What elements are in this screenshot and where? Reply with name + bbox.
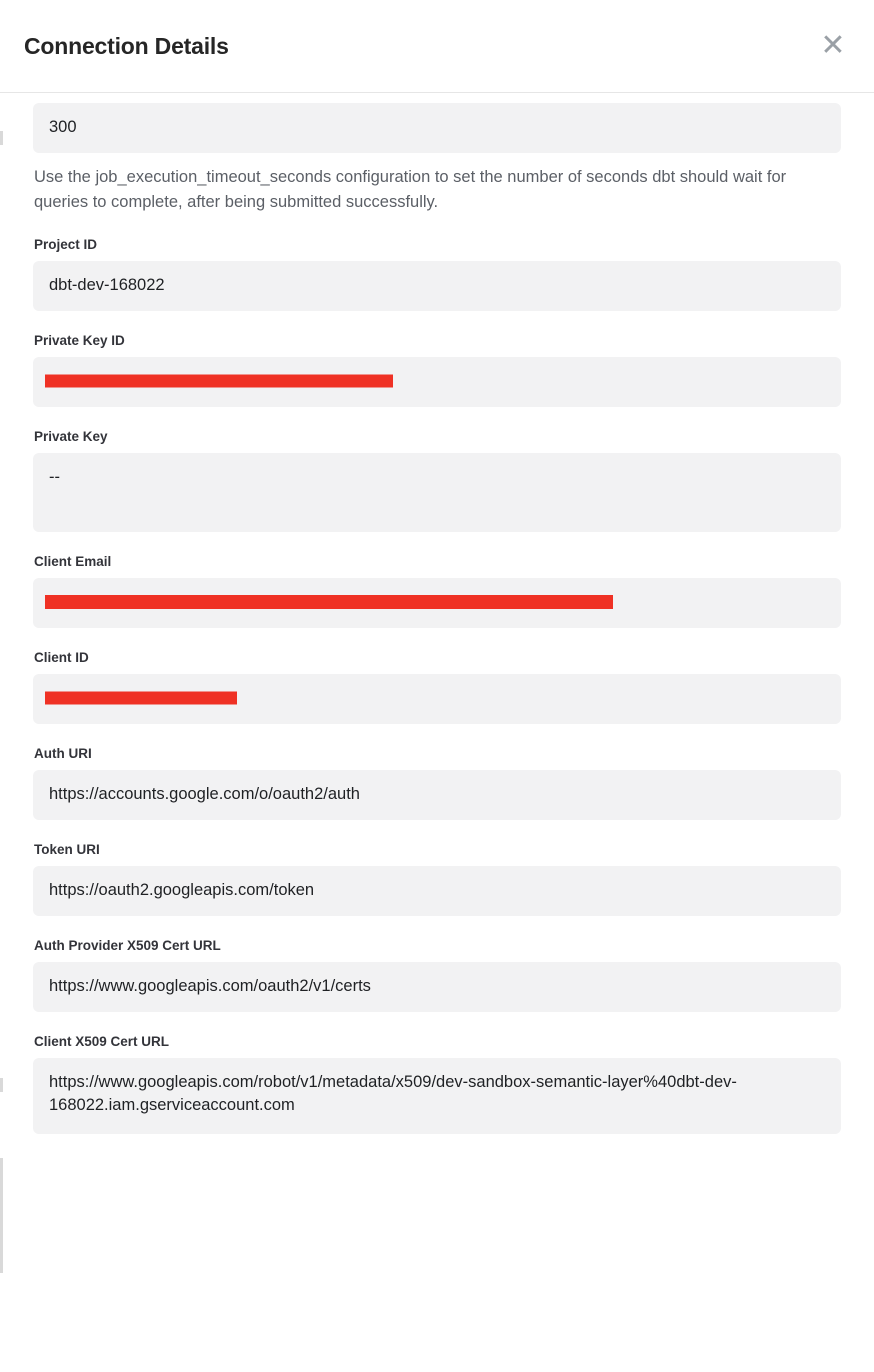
field-token-uri [33, 842, 841, 916]
project-id-input[interactable]: dbt-dev-168022 [33, 261, 841, 311]
client-x509-cert-url-label: Client X509 Cert URL [34, 1033, 170, 1049]
auth-uri-input[interactable]: https://accounts.google.com/o/oauth2/auth [33, 770, 841, 820]
scroll-edge-marker [0, 1158, 3, 1273]
auth-uri-label: Auth URI [34, 745, 92, 761]
field-client-email [33, 554, 841, 628]
private-key-input[interactable]: -- [33, 453, 841, 532]
close-icon[interactable]: ✕ [818, 31, 848, 61]
field-client-x509-cert-url [33, 1034, 841, 1134]
field-private-key-id [33, 333, 841, 407]
redacted-value [49, 591, 609, 615]
field-private-key [33, 429, 841, 532]
modal-body [0, 93, 874, 1372]
redacted-value [49, 370, 389, 394]
field-client-id [33, 650, 841, 724]
token-uri-input[interactable]: https://oauth2.googleapis.com/token [33, 866, 841, 916]
project-id-label: Project ID [34, 236, 98, 252]
redacted-value [49, 687, 233, 711]
client-email-input[interactable] [33, 578, 841, 628]
field-job-execution-timeout-seconds [33, 103, 841, 215]
page-title: Connection Details [24, 32, 229, 59]
scroll-edge-marker [0, 131, 3, 145]
client-x509-cert-url-input[interactable]: https://www.googleapis.com/robot/v1/metadata/x509/dev-sandbox-semantic-layer%40dbt-dev-168022.iam.gserviceaccount.com [33, 1058, 841, 1134]
client-id-label: Client ID [34, 649, 89, 665]
job-execution-timeout-seconds-input[interactable]: 300 [33, 103, 841, 153]
field-auth-provider-x509-cert-url [33, 938, 841, 1012]
modal-header [0, 0, 874, 93]
auth-provider-x509-cert-url-label: Auth Provider X509 Cert URL [34, 937, 221, 953]
token-uri-label: Token URI [34, 841, 100, 857]
private-key-label: Private Key [34, 428, 108, 444]
field-auth-uri [33, 746, 841, 820]
auth-provider-x509-cert-url-input[interactable]: https://www.googleapis.com/oauth2/v1/certs [33, 962, 841, 1012]
job-execution-timeout-seconds-help: Use the job_execution_timeout_seconds configuration to set the number of seconds dbt should wait for queries to complete, after being submitted successfully. [34, 168, 787, 211]
scroll-edge-marker [0, 1078, 3, 1092]
client-email-label: Client Email [34, 553, 112, 569]
client-id-input[interactable] [33, 674, 841, 724]
private-key-id-input[interactable] [33, 357, 841, 407]
field-project-id [33, 237, 841, 311]
private-key-id-label: Private Key ID [34, 332, 125, 348]
